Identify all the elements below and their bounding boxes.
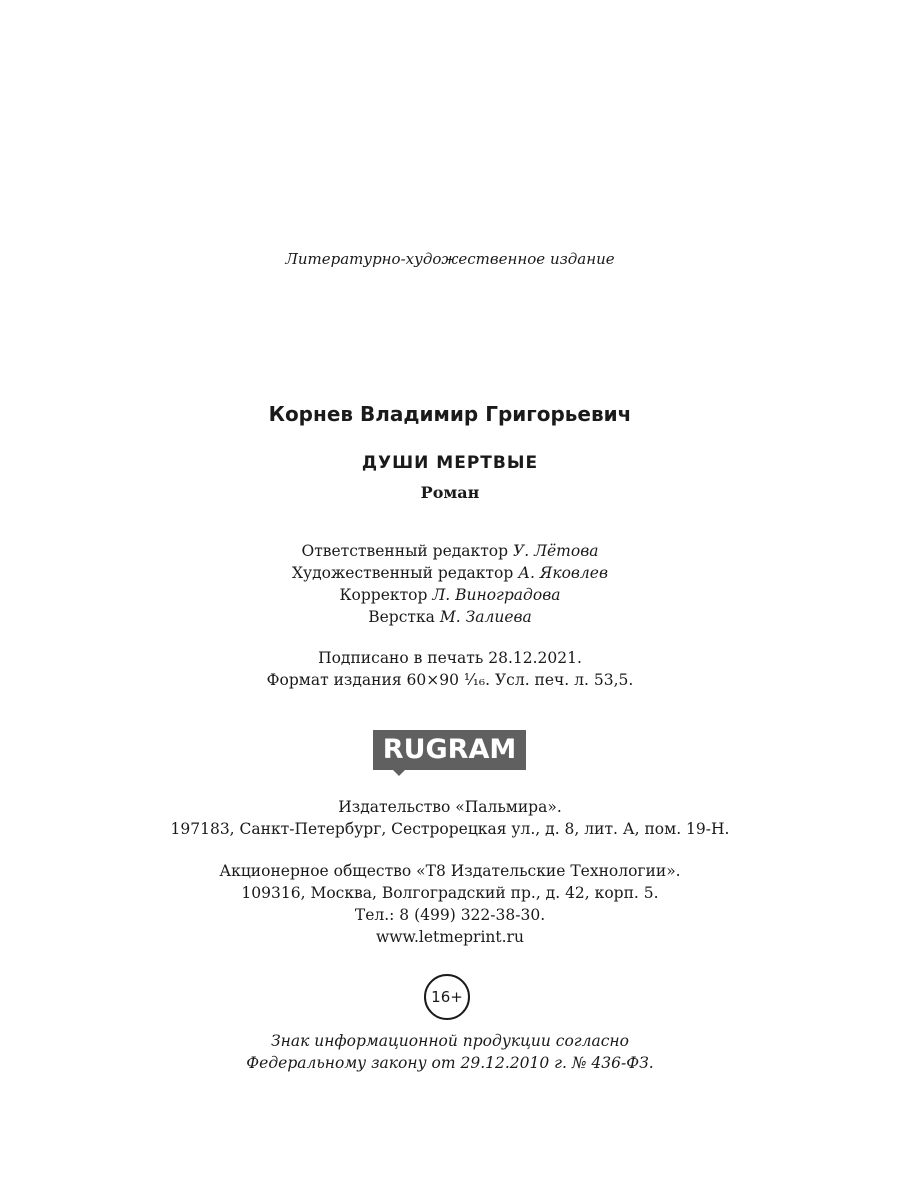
print-signed-date: Подписано в печать 28.12.2021. (318, 649, 582, 667)
credit-role: Верстка (368, 608, 435, 626)
book-title: ДУШИ МЕРТВЫЕ (361, 453, 539, 473)
author-name: Корнев Владимир Григорьевич (268, 402, 632, 426)
print-format: Формат издания 60×90 ¹⁄₁₆. Усл. печ. л. 53,5. (266, 671, 634, 689)
credit-person: Л. Виноградова (432, 586, 561, 604)
credit-role: Ответственный редактор (301, 542, 509, 560)
credits-block (0, 540, 900, 628)
credit-row (0, 606, 900, 628)
law-notice-line: Знак информационной продукции согласно (271, 1032, 629, 1050)
publisher-name: Издательство «Пальмира». (338, 798, 562, 816)
printer-phone: Тел.: 8 (499) 322-38-30. (354, 906, 546, 924)
age-rating-badge: 16+ (424, 974, 470, 1020)
print-info (0, 647, 900, 691)
logo-pointer-icon (393, 770, 405, 776)
book-genre: Роман (420, 483, 480, 502)
law-notice (0, 1030, 900, 1074)
printer-name: Акционерное общество «Т8 Издательские Технологии». (219, 862, 681, 880)
credit-person: У. Лётова (513, 542, 599, 560)
credit-row (0, 540, 900, 562)
logo-text: RUGRAM (373, 730, 526, 770)
credit-person: А. Яковлев (518, 564, 608, 582)
credit-role: Художественный редактор (291, 564, 514, 582)
credit-row (0, 584, 900, 606)
law-notice-line: Федеральному закону от 29.12.2010 г. № 436-ФЗ. (246, 1054, 654, 1072)
printer-block (0, 860, 900, 948)
publisher-address: 197183, Санкт-Петербург, Сестрорецкая ул., д. 8, лит. А, пом. 19-Н. (170, 820, 730, 838)
publisher-block (0, 796, 900, 840)
edition-type: Литературно-художественное издание (285, 250, 615, 268)
credit-row (0, 562, 900, 584)
rugram-logo (373, 730, 526, 776)
printer-website: www.letmeprint.ru (376, 928, 524, 946)
printer-address: 109316, Москва, Волгоградский пр., д. 42, корп. 5. (241, 884, 659, 902)
credit-person: М. Залиева (439, 608, 532, 626)
credit-role: Корректор (339, 586, 428, 604)
